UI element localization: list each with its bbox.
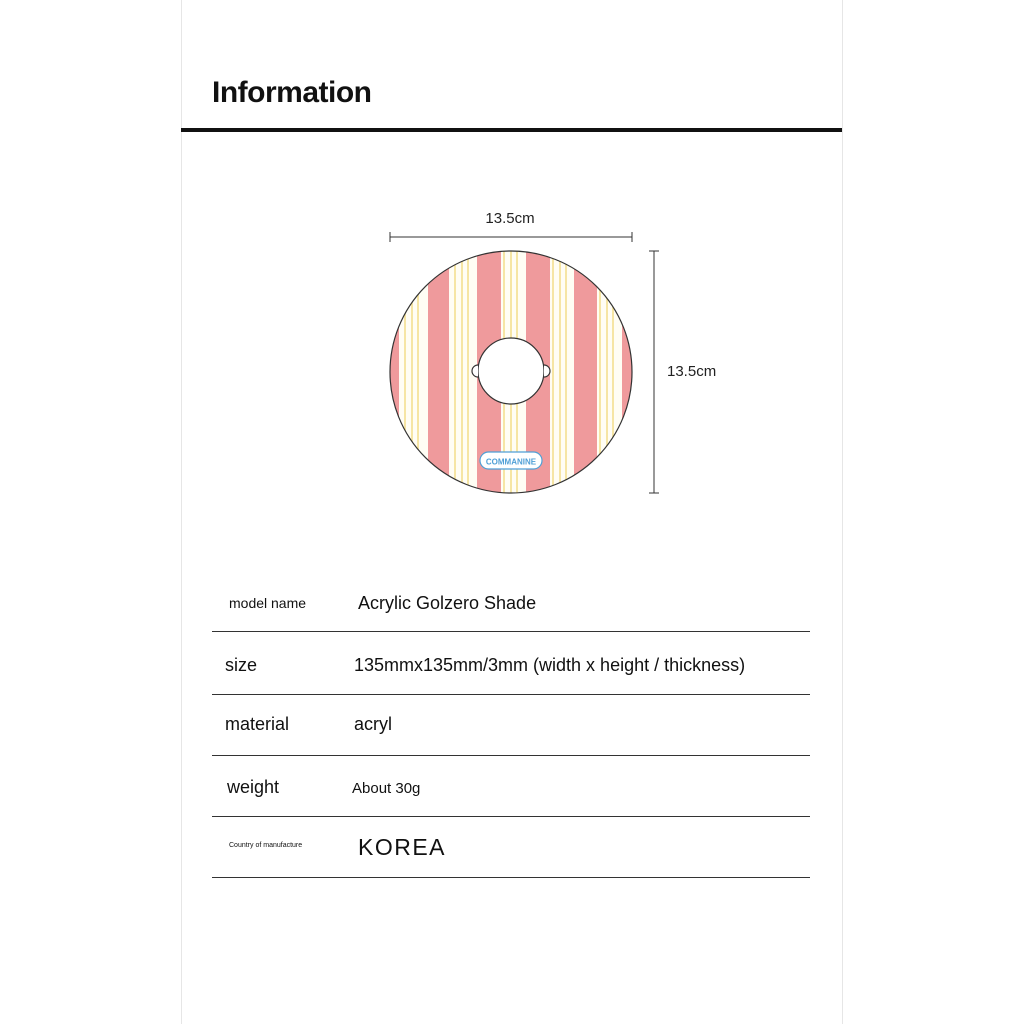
- height-dimension-line: [649, 251, 659, 493]
- spec-value-weight: About 30g: [352, 780, 421, 797]
- spec-label-country: Country of manufacture: [229, 842, 303, 849]
- spec-value-size: 135mmx135mm/3mm (width x height / thickness): [354, 655, 746, 675]
- width-dimension-line: [390, 232, 632, 242]
- spec-label-weight: weight: [227, 777, 280, 797]
- spec-value-material: acryl: [354, 714, 393, 734]
- spec-label-size: size: [225, 655, 258, 675]
- spec-divider: [212, 755, 810, 756]
- brand-logo-text: COMMANINE: [485, 457, 537, 467]
- spec-value-country: KOREA: [358, 834, 447, 860]
- page-title: Information: [212, 76, 372, 109]
- height-label: 13.5cm: [667, 363, 717, 380]
- spec-divider: [212, 631, 810, 632]
- spec-label-material: material: [225, 714, 290, 734]
- brand-logo: [480, 452, 542, 469]
- pink-stripe: [574, 240, 597, 510]
- spec-divider: [212, 694, 810, 695]
- spec-label-model-name: model name: [229, 595, 307, 611]
- spec-value-model-name: Acrylic Golzero Shade: [358, 593, 537, 613]
- spec-divider: [212, 877, 810, 878]
- spec-divider: [212, 816, 810, 817]
- width-label: 13.5cm: [485, 210, 535, 227]
